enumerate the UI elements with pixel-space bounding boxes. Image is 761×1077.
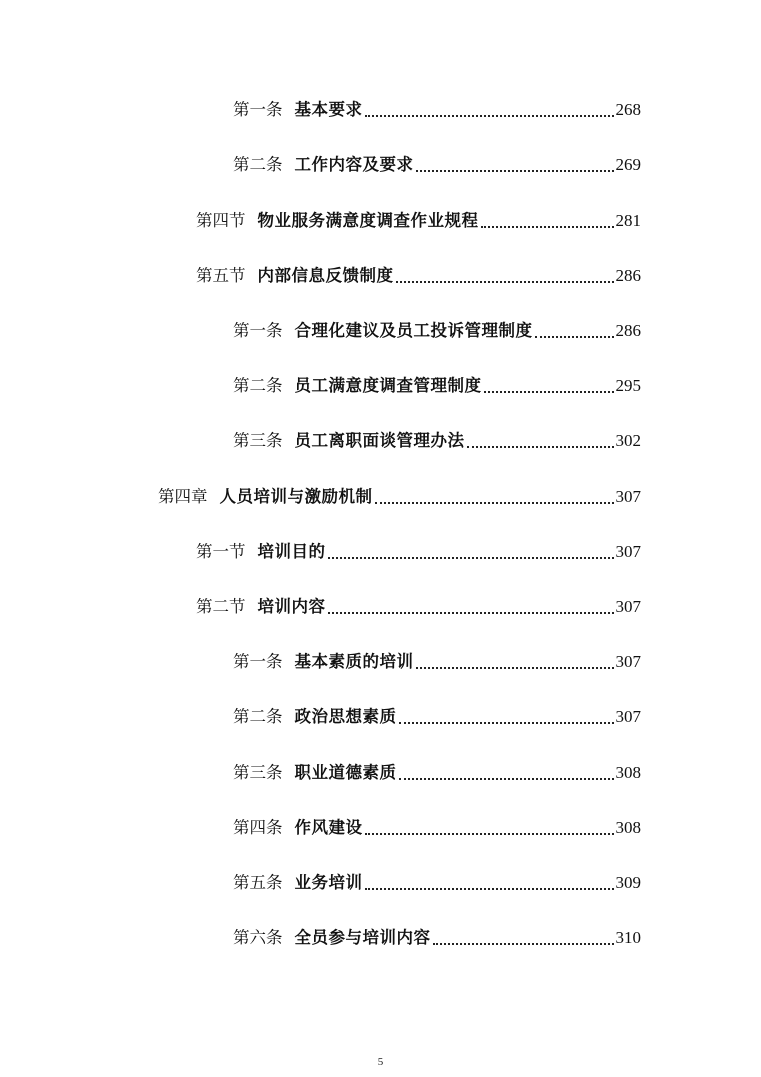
dot-leader <box>365 833 614 835</box>
entry-page-number: 307 <box>615 542 641 561</box>
entry-title: 工作内容及要求 <box>294 155 414 174</box>
dot-leader <box>433 943 614 945</box>
toc-entry <box>233 814 641 842</box>
toc-entry <box>233 648 641 676</box>
entry-page-number: 302 <box>615 431 641 450</box>
toc-entry <box>233 317 641 345</box>
entry-page-number: 295 <box>615 376 641 395</box>
entry-number: 第一条 <box>233 100 283 119</box>
toc-entry <box>233 427 641 455</box>
toc-entry <box>233 372 641 400</box>
dot-leader <box>399 722 614 724</box>
entry-title: 员工满意度调查管理制度 <box>294 376 482 395</box>
entry-title: 人员培训与激励机制 <box>219 487 373 506</box>
entry-title: 培训内容 <box>257 597 326 616</box>
entry-title: 全员参与培训内容 <box>294 928 431 947</box>
toc-entry <box>233 869 641 897</box>
entry-title: 作风建设 <box>294 818 363 837</box>
entry-number: 第六条 <box>233 928 283 947</box>
entry-page-number: 307 <box>615 652 641 671</box>
entry-number: 第五条 <box>233 873 283 892</box>
entry-number: 第四章 <box>158 487 208 506</box>
dot-leader <box>365 115 614 117</box>
entry-number: 第一条 <box>233 652 283 671</box>
dot-leader <box>328 557 614 559</box>
dot-leader <box>481 226 614 228</box>
toc-entry <box>233 96 641 124</box>
entry-page-number: 307 <box>615 597 641 616</box>
entry-page-number: 286 <box>615 321 641 340</box>
entry-title: 基本要求 <box>294 100 363 119</box>
toc-entry <box>233 703 641 731</box>
entry-title: 培训目的 <box>257 542 326 561</box>
entry-number: 第四条 <box>233 818 283 837</box>
entry-page-number: 286 <box>615 266 641 285</box>
dot-leader <box>375 502 614 504</box>
dot-leader <box>399 778 614 780</box>
toc-entry <box>233 924 641 952</box>
toc-entry <box>233 759 641 787</box>
entry-title: 职业道德素质 <box>294 763 397 782</box>
entry-page-number: 268 <box>615 100 641 119</box>
toc-entry <box>196 207 641 235</box>
entry-number: 第二条 <box>233 707 283 726</box>
dot-leader <box>365 888 614 890</box>
entry-title: 基本素质的培训 <box>294 652 414 671</box>
entry-page-number: 307 <box>615 487 641 506</box>
dot-leader <box>328 612 614 614</box>
entry-number: 第二条 <box>233 155 283 174</box>
page-footer-number: 5 <box>377 1056 384 1068</box>
entry-number: 第一节 <box>196 542 246 561</box>
toc-entry <box>158 483 641 511</box>
entry-page-number: 310 <box>615 928 641 947</box>
entry-number: 第三条 <box>233 431 283 450</box>
dot-leader <box>467 446 614 448</box>
toc-entry <box>196 593 641 621</box>
dot-leader <box>535 336 614 338</box>
toc-entry <box>196 538 641 566</box>
entry-title: 员工离职面谈管理办法 <box>294 431 465 450</box>
entry-page-number: 308 <box>615 818 641 837</box>
entry-number: 第二节 <box>196 597 246 616</box>
dot-leader <box>416 170 614 172</box>
dot-leader <box>396 281 614 283</box>
entry-number: 第一条 <box>233 321 283 340</box>
toc-entry <box>233 151 641 179</box>
entry-title: 政治思想素质 <box>294 707 397 726</box>
entry-page-number: 269 <box>615 155 641 174</box>
dot-leader <box>484 391 614 393</box>
entry-title: 内部信息反馈制度 <box>257 266 394 285</box>
entry-title: 业务培训 <box>294 873 363 892</box>
entry-page-number: 308 <box>615 763 641 782</box>
entry-title: 物业服务满意度调查作业规程 <box>257 211 479 230</box>
entry-page-number: 307 <box>615 707 641 726</box>
entry-number: 第三条 <box>233 763 283 782</box>
entry-number: 第五节 <box>196 266 246 285</box>
entry-title: 合理化建议及员工投诉管理制度 <box>294 321 533 340</box>
entry-page-number: 309 <box>615 873 641 892</box>
entry-number: 第二条 <box>233 376 283 395</box>
entry-number: 第四节 <box>196 211 246 230</box>
entry-page-number: 281 <box>615 211 641 230</box>
toc-entry <box>196 262 641 290</box>
dot-leader <box>416 667 614 669</box>
